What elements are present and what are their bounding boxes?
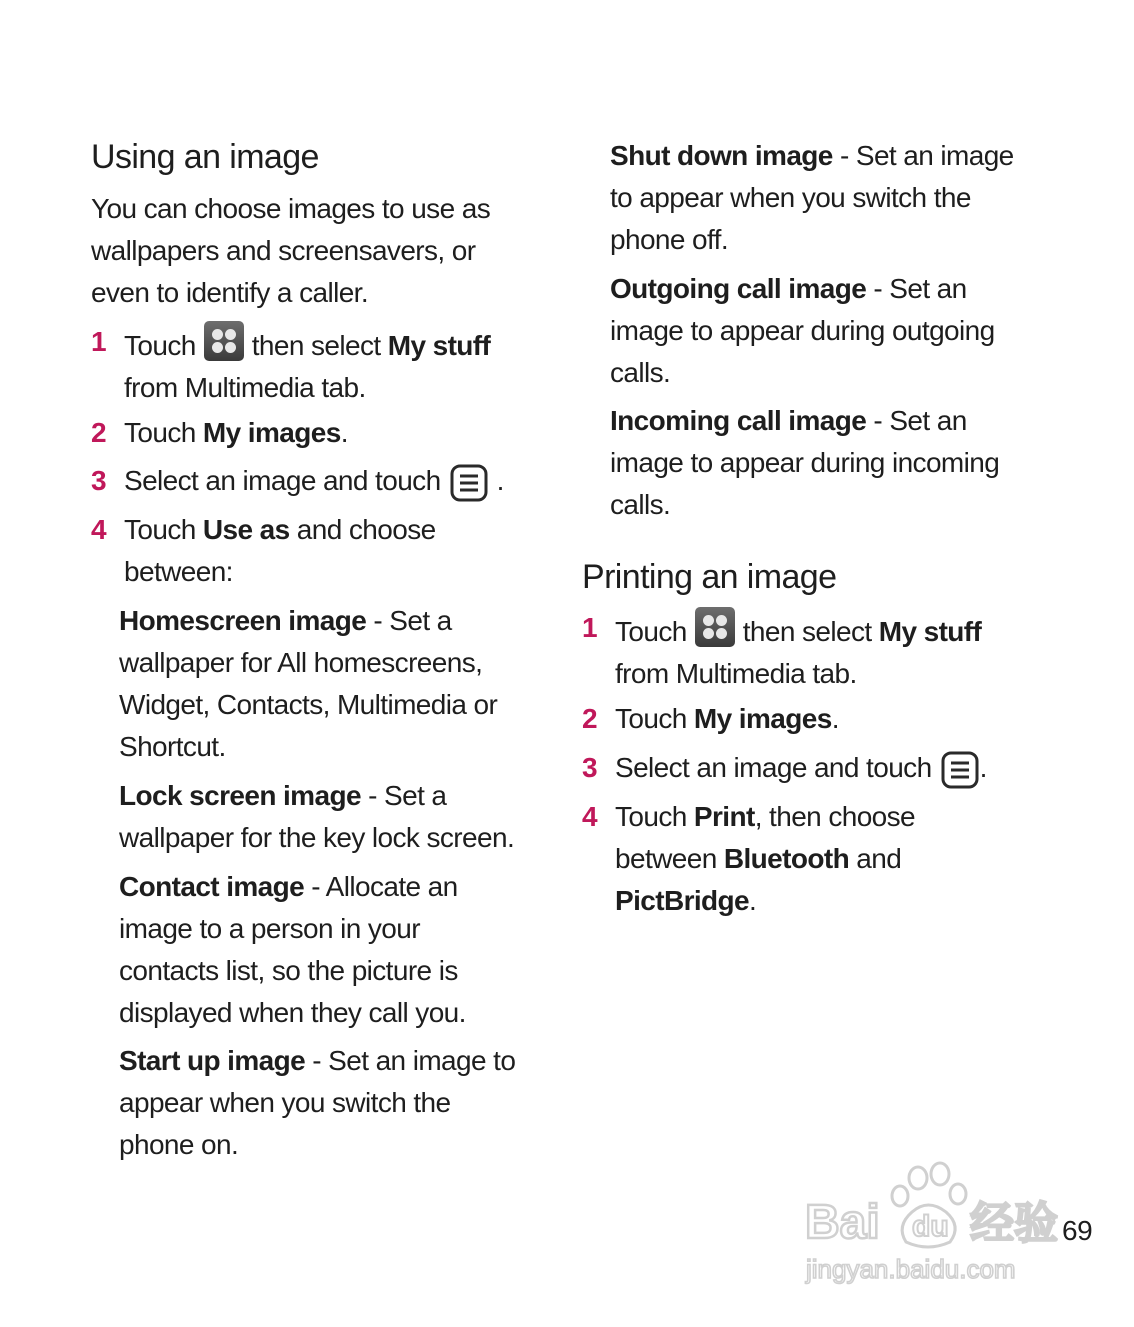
step-number: 1 xyxy=(91,326,106,357)
step-4 xyxy=(91,509,541,593)
menu-icon xyxy=(449,463,489,503)
option-homescreen-image: Homescreen image - Set a wallpaper for All homescreens, Widget, Contacts, Multimedia or Shortcut. xyxy=(119,605,498,762)
step-text: Touch Print, then choose between Bluetooth and PictBridge. xyxy=(615,801,916,916)
intro-paragraph: You can choose images to use as wallpapers and screensavers, or even to identify a caller. xyxy=(91,193,491,308)
watermark-url: jingyan.baidu.com xyxy=(806,1254,1016,1284)
apps-grid-icon xyxy=(204,321,244,361)
step-1 xyxy=(582,607,1042,691)
option-start-up-image: Start up image - Set an image to appear when you switch the phone on. xyxy=(119,1045,516,1160)
menu-icon xyxy=(940,750,980,790)
step-text: Touch My images. xyxy=(124,417,348,448)
baidu-watermark-logo xyxy=(800,1160,1070,1285)
option-shut-down-image: Shut down image - Set an image to appear when you switch the phone off. xyxy=(610,140,1014,255)
step-text: Select an image and touch . xyxy=(124,460,504,503)
page-number: 69 xyxy=(1062,1215,1093,1246)
step-text: Touch then select My stuff from Multimedia tab. xyxy=(124,321,490,409)
step-3 xyxy=(91,460,541,502)
step-4 xyxy=(582,796,1042,922)
option-contact-image: Contact image - Allocate an image to a person in your contacts list, so the picture is displayed when they call you. xyxy=(119,871,466,1028)
step-2 xyxy=(91,412,541,454)
step-number: 4 xyxy=(91,514,106,545)
step-number: 2 xyxy=(91,417,106,448)
step-number: 1 xyxy=(582,612,597,643)
section-heading-printing-image: Printing an image xyxy=(582,558,837,596)
option-outgoing-call-image: Outgoing call image - Set an image to appear during outgoing calls. xyxy=(610,273,995,388)
step-text: Select an image and touch . xyxy=(615,747,987,790)
step-2 xyxy=(582,698,1042,740)
svg-text:经验: 经验 xyxy=(970,1198,1058,1249)
option-incoming-call-image: Incoming call image - Set an image to appear during incoming calls. xyxy=(610,405,1000,520)
section-heading-using-image: Using an image xyxy=(91,138,319,176)
step-1 xyxy=(91,321,541,405)
step-number: 2 xyxy=(582,703,597,734)
step-text: Touch then select My stuff from Multimedia tab. xyxy=(615,607,981,695)
step-number: 4 xyxy=(582,801,597,832)
option-lock-screen-image: Lock screen image - Set a wallpaper for the key lock screen. xyxy=(119,780,515,853)
step-text: Touch My images. xyxy=(615,703,839,734)
svg-text:du: du xyxy=(912,1210,949,1243)
svg-text:Bai: Bai xyxy=(805,1196,880,1249)
step-3 xyxy=(582,747,1042,789)
apps-grid-icon xyxy=(695,607,735,647)
step-number: 3 xyxy=(582,752,597,783)
step-text: Touch Use as and choose between: xyxy=(124,514,436,587)
step-number: 3 xyxy=(91,465,106,496)
